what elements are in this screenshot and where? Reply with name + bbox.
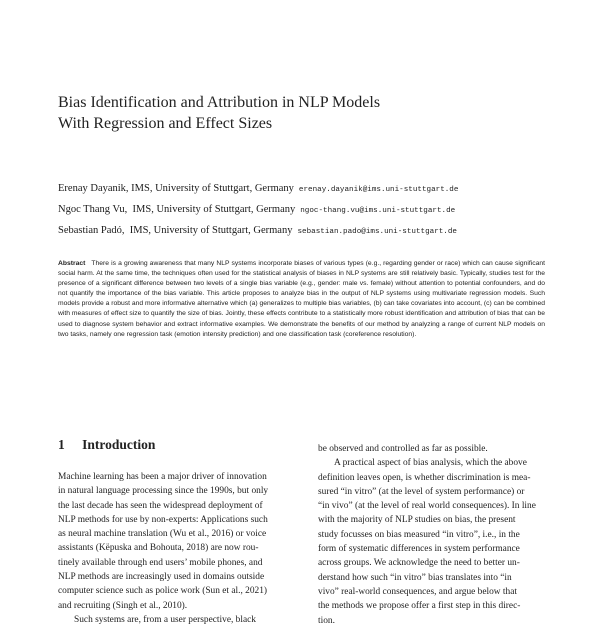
- body-line: form of systematic differences in system performance: [318, 544, 520, 555]
- section-title: Introduction: [82, 437, 156, 452]
- abstract-label: Abstract: [58, 260, 86, 267]
- body-line: across groups. We acknowledge the need to better un-: [318, 558, 520, 569]
- body-line: Such systems are, from a user perspective, black: [74, 614, 256, 625]
- author-name: Ngoc Thang Vu, IMS, University of Stuttgart, Germany: [58, 204, 296, 215]
- body-column-left: [58, 470, 288, 627]
- body-line: the last decade has seen the widespread deployment of: [58, 500, 263, 511]
- body-line: as neural machine translation (Wu et al., 2016) or voice: [58, 529, 267, 540]
- body-line: with the majority of NLP studies on bias, the present: [318, 515, 516, 526]
- body-line: Machine learning has been a major driver of innovation: [58, 472, 267, 482]
- author-entry: [58, 199, 558, 220]
- title-line-2: With Regression and Effect Sizes: [58, 115, 273, 132]
- abstract-text: There is a growing awareness that many NLP systems incorporate biases of various types (e.g., regarding gender or race) which can cause significant social harm. At the same time, the techniques often used for the statistical analysis of biases in NLP systems are still relatively basic. Typically, studies test for the presence of a significant difference between two levels of a single bias variable (e.g., gender: male vs. female) without attention to potential confounders, and do not quantify the importance of the bias variable. This article proposes to analyze bias in the output of NLP systems using multivariate regression models. Such models provide a robust and more informative alternative which (a) generalizes to multiple bias variables, (b) can take covariates into account, (c) can be combined with measures of effect size to quantify the size of bias. Jointly, these effects contribute to a statistically more robust identification and attribution of bias that can be used to diagnose system behavior and extract informative examples. We demonstrate the benefits of our method by analyzing a range of current NLP models on two tasks, namely one regression task (emotion intensity prediction) and one classification task (coreference resolution).: [58, 260, 545, 338]
- author-entry: [58, 178, 558, 199]
- section-heading: [58, 437, 155, 453]
- author-email: ngoc-thang.vu@ims.uni-stuttgart.de: [300, 207, 456, 215]
- body-line: sured “in vitro” (at the level of system performance) or: [318, 486, 525, 497]
- body-line: the methods we propose offer a first step in this direc-: [318, 601, 521, 612]
- body-line: be observed and controlled as far as possible.: [318, 444, 488, 454]
- body-line: and recruiting (Singh et al., 2010).: [58, 600, 188, 611]
- body-line: A practical aspect of bias analysis, which the above: [334, 458, 527, 469]
- author-email: sebastian.pado@ims.uni-stuttgart.de: [297, 228, 457, 236]
- body-line: NLP methods are increasingly used in domains outside: [58, 572, 265, 583]
- body-line: “in vivo” (at the level of real world consequences). In line: [318, 501, 536, 512]
- author-list: [58, 178, 558, 241]
- abstract: [58, 259, 545, 340]
- body-line: study focusses on bias measured “in vitro”, i.e., in the: [318, 529, 520, 540]
- body-line: tinely available through end users’ mobile phones, and: [58, 557, 263, 568]
- body-line: NLP methods for use by non-experts: Applications such: [58, 514, 268, 525]
- author-name: Erenay Dayanik, IMS, University of Stuttgart, Germany: [58, 183, 294, 194]
- author-email: erenay.dayanik@ims.uni-stuttgart.de: [298, 186, 459, 194]
- body-line: tion.: [318, 615, 335, 626]
- body-line: computer science such as police work (Sun et al., 2021): [58, 586, 268, 597]
- body-line: vivo” real-world consequences, and argue below that: [318, 586, 517, 597]
- paper-title: [58, 92, 518, 134]
- author-name: Sebastian Padó, IMS, University of Stuttgart, Germany: [58, 225, 293, 236]
- section-number: 1: [58, 437, 65, 452]
- author-entry: [58, 220, 558, 241]
- body-line: derstand how such “in vitro” bias translates into “in: [318, 572, 512, 583]
- title-line-1: Bias Identification and Attribution in NLP Models: [58, 94, 381, 111]
- body-line: assistants (Këpuska and Bohouta, 2018) are now rou-: [58, 543, 259, 554]
- body-line: in natural language processing since the 1990s, but only: [58, 486, 269, 497]
- body-line: definition leaves open, is whether discrimination is mea-: [318, 472, 531, 483]
